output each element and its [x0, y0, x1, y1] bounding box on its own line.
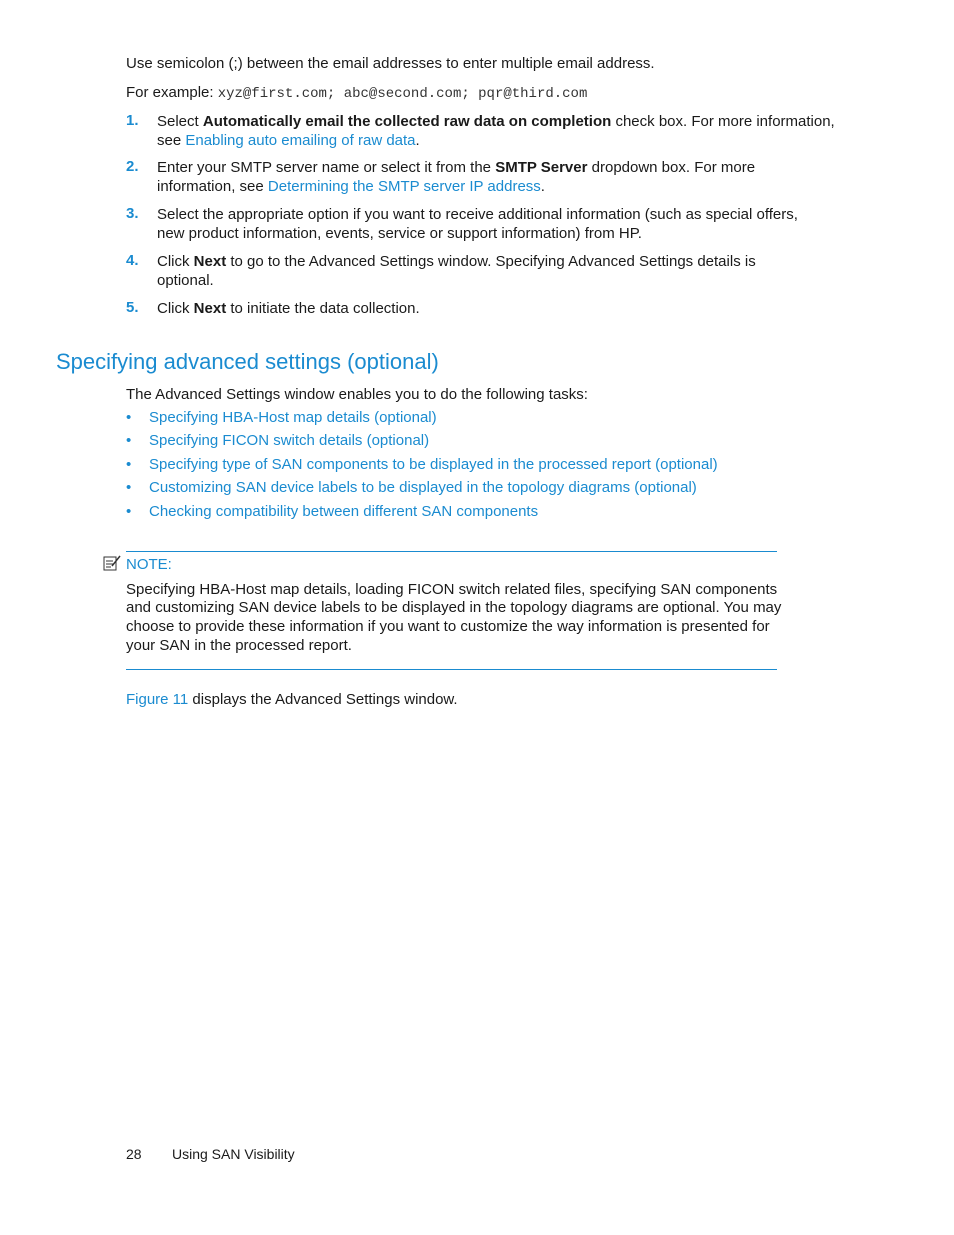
link-determining-smtp-ip[interactable]: Determining the SMTP server IP address [267, 178, 541, 195]
example-value: xyz@first.com; abc@second.com; pqr@third.com [217, 86, 588, 102]
link-task-device-labels[interactable]: Customizing SAN device labels to be displayed in the topology diagrams (optional) [149, 479, 697, 496]
step-4-line-2: optional. [157, 272, 214, 289]
link-task-ficon[interactable]: Specifying FICON switch details (optional) [149, 432, 430, 449]
step-text: Click [157, 300, 194, 317]
step-3-line-2: new product information, events, service or support information) from HP. [157, 225, 642, 242]
note-pad-icon [103, 555, 121, 576]
step-text: Select [157, 113, 203, 130]
note-line: and customizing SAN device labels to be displayed in the topology diagrams are optional. You may [126, 599, 782, 616]
figure-reference [126, 690, 458, 709]
step-text: to go to the Advanced Settings window. Specifying Advanced Settings details is [226, 253, 756, 270]
step-text: see [157, 132, 186, 149]
note-bottom-rule [126, 669, 777, 670]
list-item [126, 502, 131, 521]
bullet-icon: • [126, 409, 132, 426]
step-1-line-2 [157, 131, 420, 150]
section-heading: Specifying advanced settings (optional) [56, 349, 439, 374]
bullet-icon: • [126, 432, 132, 449]
note-top-rule [126, 551, 777, 552]
link-task-hba-host[interactable]: Specifying HBA-Host map details (optional) [149, 409, 437, 426]
bullet-icon: • [126, 503, 132, 520]
step-1-line-1 [157, 112, 835, 131]
step-2-line-1 [157, 158, 755, 177]
link-figure-11[interactable]: Figure 11 [126, 691, 189, 708]
link-task-san-components[interactable]: Specifying type of SAN components to be displayed in the processed report (optional) [149, 456, 718, 473]
bullet-icon: • [126, 479, 132, 496]
step-4-line-1 [157, 252, 756, 271]
page-number: 28 [126, 1146, 142, 1162]
link-task-compatibility[interactable]: Checking compatibility between different SAN components [149, 503, 539, 520]
step-bold-text: Next [193, 253, 227, 270]
step-text: Enter your SMTP server name or select it from the [157, 159, 496, 176]
step-text: . [415, 132, 420, 149]
note-label: NOTE: [126, 556, 172, 573]
step-text: Click [157, 253, 194, 270]
example-label: For example: [126, 84, 218, 101]
list-item [126, 408, 131, 427]
section-intro: The Advanced Settings window enables you to do the following tasks: [126, 386, 588, 403]
list-item [126, 455, 131, 474]
step-bold-text: SMTP Server [495, 159, 588, 176]
step-text: check box. For more information, [611, 113, 835, 130]
link-enabling-auto-emailing[interactable]: Enabling auto emailing of raw data [185, 132, 416, 149]
step-number: 4. [126, 252, 139, 269]
step-text: information, see [157, 178, 268, 195]
step-number: 5. [126, 299, 139, 316]
step-text: to initiate the data collection. [226, 300, 420, 317]
bullet-icon: • [126, 456, 132, 473]
semicolon-note: Use semicolon (;) between the email addresses to enter multiple email address. [126, 55, 655, 72]
list-item [126, 431, 131, 450]
note-line: your SAN in the processed report. [126, 637, 352, 654]
step-text: dropdown box. For more [587, 159, 756, 176]
example-line [126, 83, 587, 104]
step-bold-text: Next [193, 300, 227, 317]
note-line: Specifying HBA-Host map details, loading FICON switch related files, specifying SAN components [126, 581, 778, 598]
footer-chapter: Using SAN Visibility [172, 1146, 295, 1162]
step-5-line-1 [157, 299, 420, 318]
step-number: 1. [126, 112, 139, 129]
step-bold-text: Automatically email the collected raw data on completion [202, 113, 612, 130]
list-item [126, 478, 131, 497]
figure-ref-text: displays the Advanced Settings window. [188, 691, 458, 708]
step-number: 2. [126, 158, 139, 175]
step-3-line-1: Select the appropriate option if you want to receive additional information (such as special offers, [157, 206, 798, 223]
step-text: . [540, 178, 545, 195]
step-number: 3. [126, 205, 139, 222]
note-line: choose to provide these information if you want to customize the way information is presented for [126, 618, 770, 635]
step-2-line-2 [157, 177, 545, 196]
